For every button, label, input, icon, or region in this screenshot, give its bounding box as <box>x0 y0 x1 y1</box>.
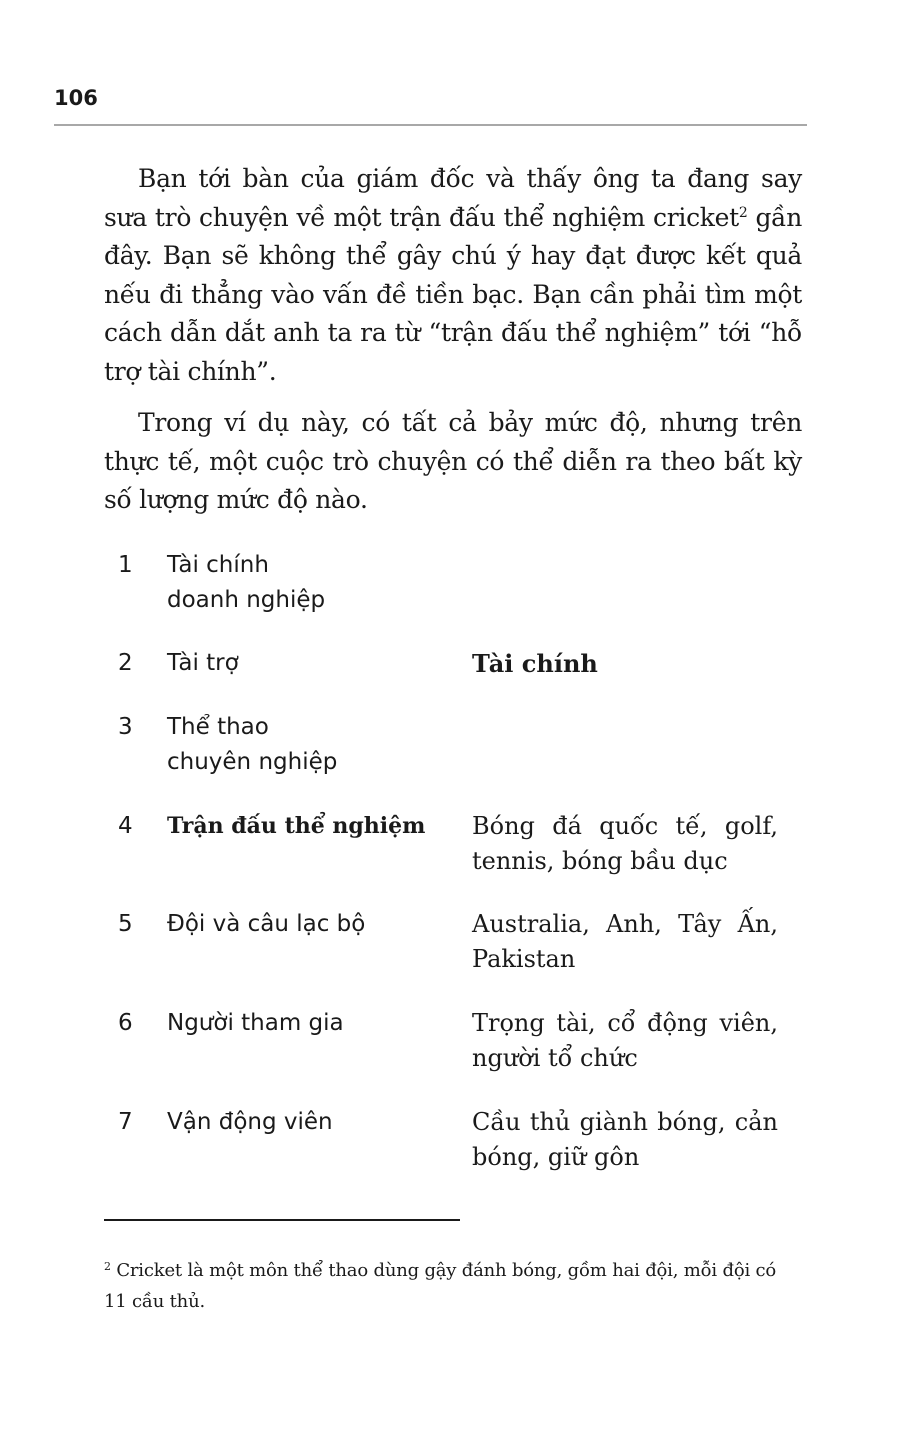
level-number: 5 <box>118 911 133 937</box>
level-name: Người tham gia <box>167 1010 344 1036</box>
paragraph-text: Bạn tới bàn của giám đốc và thấy ông ta đang say sưa trò chuyện về một trận đấu thể nghiệm cricket <box>104 164 802 232</box>
level-related: Trọng tài, cổ động viên, người tổ chức <box>472 1009 778 1072</box>
level-name: Đội và câu lạc bộ <box>167 911 366 937</box>
level-number: 6 <box>118 1010 133 1036</box>
level-related: Bóng đá quốc tế, golf, tennis, bóng bầu dục <box>472 812 778 875</box>
level-name: Tài chính doanh nghiệp <box>167 552 326 613</box>
level-name: Vận động viên <box>167 1109 333 1135</box>
level-name: Trận đấu thể nghiệm <box>167 813 426 839</box>
footnote-text: Cricket là một môn thể thao dùng gậy đánh bóng, gồm hai đội, mỗi đội có 11 cầu thủ. <box>104 1260 777 1312</box>
paragraph-intro <box>104 160 802 391</box>
level-number: 7 <box>118 1109 133 1135</box>
level-name: Thể thao chuyên nghiệp <box>167 714 338 775</box>
level-related: Cầu thủ giành bóng, cản bóng, giữ gôn <box>472 1108 778 1171</box>
paragraph-example: Trong ví dụ này, có tất cả bảy mức độ, nhưng trên thực tế, một cuộc trò chuyện có thể diễn ra theo bất kỳ số lượng mức độ nào. <box>104 408 802 514</box>
footnote-reference: 2 <box>738 204 748 221</box>
paragraph-text: gần đây. Bạn sẽ không thể gây chú ý hay đạt được kết quả nếu đi thẳng vào vấn đề tiền bạc. Bạn cần phải tìm một cách dẫn dắt anh ta ra từ “trận đấu thể nghiệm” tới “hỗ trợ tài chính”. <box>104 202 802 386</box>
level-related: Australia, Anh, Tây Ấn, Pakistan <box>472 910 778 973</box>
page-number: 106 <box>54 86 98 110</box>
level-number: 1 <box>118 552 133 578</box>
level-name: Tài trợ <box>167 650 239 676</box>
level-number: 2 <box>118 650 133 676</box>
header-divider <box>54 124 807 126</box>
level-related: Tài chính <box>472 649 598 678</box>
footnote-mark: 2 <box>104 1260 111 1273</box>
level-number: 3 <box>118 714 133 740</box>
level-number: 4 <box>118 813 133 839</box>
footnote-divider <box>104 1219 460 1221</box>
footnote <box>104 1255 804 1317</box>
